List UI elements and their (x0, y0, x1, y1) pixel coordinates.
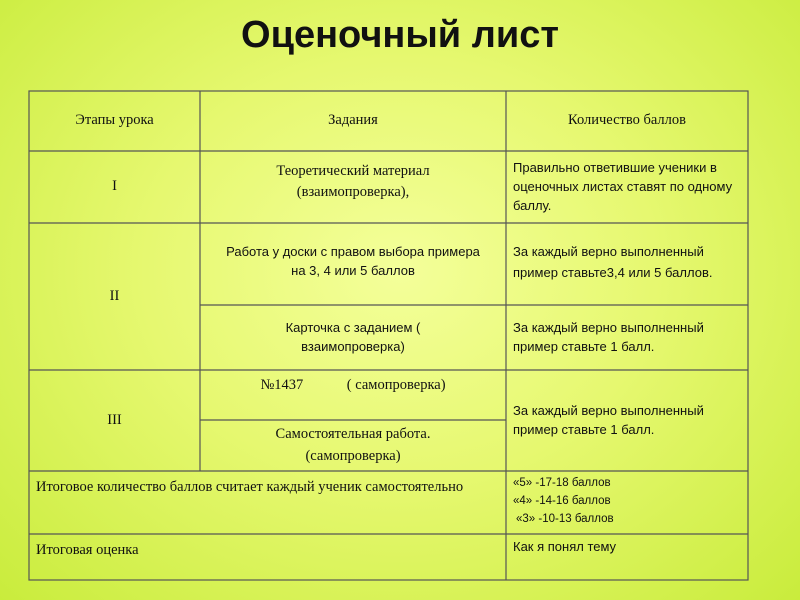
grade-scale-5: «5» -17-18 баллов (513, 477, 611, 489)
page-title: Оценочный лист (241, 14, 559, 56)
header-stages: Этапы урока (75, 112, 154, 129)
stage-3-numeral: III (107, 411, 122, 428)
grade-scale-3: «3» -10-13 баллов (516, 512, 614, 525)
stage-2-task-1: Работа у доски с правом выбора примера на 3, 4 или 5 баллов (226, 244, 480, 278)
stage-3-task-1: №1437 ( самопроверка) (260, 377, 446, 393)
stage-1-numeral: I (112, 178, 117, 195)
stage-2-points-1: За каждый верно выполненный пример ставьте3,4 или 5 баллов. (513, 244, 713, 281)
grade-scale-4: «4» -14-16 баллов (513, 494, 611, 507)
stage-1-task: Теоретический материал (взаимопроверка), (276, 163, 430, 201)
stage-2-task-2: Карточка с заданием ( взаимопроверка) (285, 319, 421, 354)
stage-3-task-2: Самостоятельная работа. (самопроверка) (275, 426, 431, 464)
stage-2-numeral: II (109, 287, 120, 304)
final-grade-value: Как я понял тему (513, 539, 617, 554)
stage-2-points-2: За каждый верно выполненный пример ставьте 1 балл. (513, 319, 704, 354)
stage-3-points: За каждый верно выполненный пример ставьте 1 балл. (513, 402, 704, 437)
total-points-label: Итоговое количество баллов считает каждый ученик самостоятельно (36, 479, 464, 495)
stage-1-points: Правильно ответившие ученики в оценочных листах ставят по одному баллу. (513, 160, 733, 213)
header-tasks: Задания (328, 112, 378, 129)
header-points: Количество баллов (568, 112, 686, 129)
final-grade-label: Итоговая оценка (36, 542, 139, 558)
